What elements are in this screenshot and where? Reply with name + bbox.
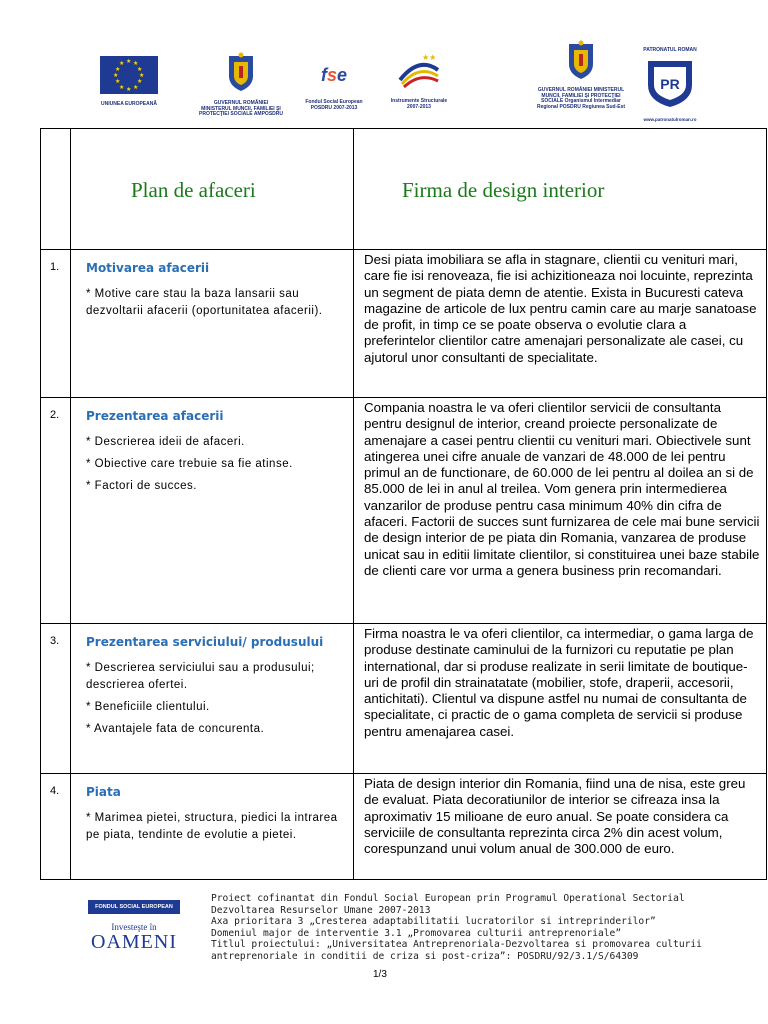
row-content-cell xyxy=(354,398,767,624)
row-content-cell xyxy=(354,774,767,880)
row-number: 2. xyxy=(41,398,71,624)
romania-crest-icon-2 xyxy=(566,40,596,80)
logo-big-text: OAMENI xyxy=(91,931,177,953)
fse-icon: fse xyxy=(320,65,348,85)
eu-logo: ★ ★ ★ ★ ★ ★ ★ ★ ★ ★ ★ ★ UNIUNEA EUROPEANĂ xyxy=(96,56,162,108)
eu-flag-icon: ★ ★ ★ ★ ★ ★ ★ ★ ★ ★ ★ ★ xyxy=(100,56,158,94)
svg-text:★★: ★★ xyxy=(422,53,437,62)
table-row xyxy=(41,250,767,398)
footer-text xyxy=(211,893,731,963)
footer-line: Dezvoltarea Resurselor Umane 2007-2013 xyxy=(211,904,431,916)
table-header-row xyxy=(41,129,767,250)
bullet-item: * Factori de succes. xyxy=(86,480,197,492)
row-topic-cell xyxy=(71,250,354,398)
company-title: Firma de design interior xyxy=(402,178,605,202)
bullet-item: * Beneficiile clientului. xyxy=(86,701,210,713)
section-title: Motivarea afacerii xyxy=(86,261,210,275)
row-content-cell xyxy=(354,624,767,774)
investeste-in-oameni-logo xyxy=(88,900,180,960)
table-row xyxy=(41,398,767,624)
bullet-item: * Obiective care trebuie sa fie atinse. xyxy=(86,458,293,470)
row-topic-cell xyxy=(71,774,354,880)
section-title: Piata xyxy=(86,785,121,799)
section-text: Firma noastra le va oferi clientilor, ca intermediar, o gama larga de produse destinate caminului de la furnizori cu reputatie pe plan international, dar si produse realizate in serii limitate de boutique-uri de profil din strainatatate (mobilier, stofe, draperii, accesorii, antichitati). Clientul va dispune astfel nu numai de consultanta de specialitate, ci practic de o gama completa de servicii si produse pentru amenajarea casei. xyxy=(364,626,754,739)
bullet-item: * Motive care stau la baza lansarii sau dezvoltarii afacerii (oportunitatea afacerii). xyxy=(86,288,323,317)
footer-line: Titlul proiectului: „Universitatea Antreprenoriala-Dezvoltarea si promovarea culturii antreprenoriale in conditii de criza si post-criza”: POSDRU/92/3.1/S/64309 xyxy=(211,939,702,962)
gov-crest-logo-2: GUVERNUL ROMÂNIEI MINISTERUL MUNCII, FAMILIEI ŞI PROTECŢIEI SOCIALE Organismul Intermediar Regional POSDRU Regiunea Sud-Est xyxy=(532,40,630,110)
row-topic-cell xyxy=(71,624,354,774)
page-number: 1/3 xyxy=(373,969,387,980)
section-text: Desi piata imobiliara se afla in stagnare, clientii cu venituri mari, care fie isi renoveaza, fie isi achizitioneaza noi locuinte, reprezinta un segment de piata demn de atentie. Exista in Bucuresti cateva magazine de articole de lux pentru camin care au marje sanatoase de profit, in timp ce se poate observa o evolutie clara a preferintelor clientilor catre amenajari personalizate ale casei, cu ajutorul unor consultanti de specialitate. xyxy=(364,252,757,365)
header-right-cell xyxy=(354,129,767,250)
fse-logo: fse Fondul Social European POSDRU 2007-2013 xyxy=(300,60,368,111)
row-number: 4. xyxy=(41,774,71,880)
patronatul-roman-logo: PATRONATUL ROMAN PR www.patronatulroman.ro xyxy=(643,47,697,122)
header-logos xyxy=(0,0,768,130)
logo-small-text: Investeşte în xyxy=(111,922,157,932)
row-content-cell xyxy=(354,250,767,398)
patronatul-roman-badge-icon xyxy=(642,54,698,112)
gov-crest-logo: GUVERNUL ROMÂNIEI MINISTERUL MUNCII, FAMILIEI ŞI PROTECŢIEI SOCIALE AMPOSDRU xyxy=(198,52,284,118)
footer-line: Proiect cofinantat din Fondul Social European prin Programul Operational Sectorial xyxy=(211,893,685,904)
footer-line: Domeniul major de interventie 3.1 „Promovarea culturii antreprenoriale” xyxy=(211,927,622,939)
row-number: 3. xyxy=(41,624,71,774)
instrumente-structurale-icon xyxy=(394,50,444,90)
svg-text:PR: PR xyxy=(660,75,680,92)
header-empty-cell xyxy=(41,129,71,250)
plan-title: Plan de afaceri xyxy=(131,178,256,202)
romania-crest-icon xyxy=(226,52,256,92)
bullet-item: * Marimea pietei, structura, piedici la intrarea pe piata, tendinte de evolutie a pietei. xyxy=(86,812,338,841)
row-topic-cell xyxy=(71,398,354,624)
business-plan-table xyxy=(40,128,767,880)
bullet-item: * Avantajele fata de concurenta. xyxy=(86,723,265,735)
section-title: Prezentarea afacerii xyxy=(86,409,224,423)
bullet-item: * Descrierea ideii de afaceri. xyxy=(86,436,245,448)
bullet-item: * Descrierea serviciului sau a produsului; descrierea ofertei. xyxy=(86,662,315,691)
section-title: Prezentarea serviciului/ produsului xyxy=(86,635,324,649)
header-left-cell xyxy=(71,129,354,250)
footer-line: Axa prioritara 3 „Cresterea adaptabilitatii lucratorilor si intreprinderilor” xyxy=(211,916,656,928)
fse-band: FONDUL SOCIAL EUROPEAN xyxy=(88,900,180,914)
instrumente-structurale-logo: ★★ Instrumente Structurale 2007-2013 xyxy=(384,50,454,110)
table-row xyxy=(41,624,767,774)
row-number: 1. xyxy=(41,250,71,398)
section-text: Piata de design interior din Romania, fiind una de nisa, este greu de evaluat. Piata decoratiunilor de interior se cifreaza insa la aproximativ 15 milioane de euro anual. Se poate considera ca serviciile de consultanta reprezinta circa 2% din acest volum, corespunzand unui volum anual de 300.000 de euro. xyxy=(364,776,746,857)
table-row xyxy=(41,774,767,880)
section-text: Compania noastra le va oferi clientilor servicii de consultanta pentru designul de interior, creand proiecte personalizate de amenajare a casei pentru clientii cu venituri mari. Obiectivele sunt atingerea unei cifre anuale de vanzari de 48.000 de lei pentru primul an de functionare, de 60.000 de lei pentru al doilea an si de 85.000 de lei in anul al treilea. Vom genera prin intermedierea vanzarilor de produse pentru casa minimum 40% din cifra de afaceri. Factorii de succes sunt furnizarea de cele mai bune servicii de design interior de pe piata din Romania, vanzarea de produse unicat sau in editii limitate clientilor, si constituirea unei baze stabile de clienti care vor urma a genera business prin recomandari. xyxy=(364,400,760,578)
